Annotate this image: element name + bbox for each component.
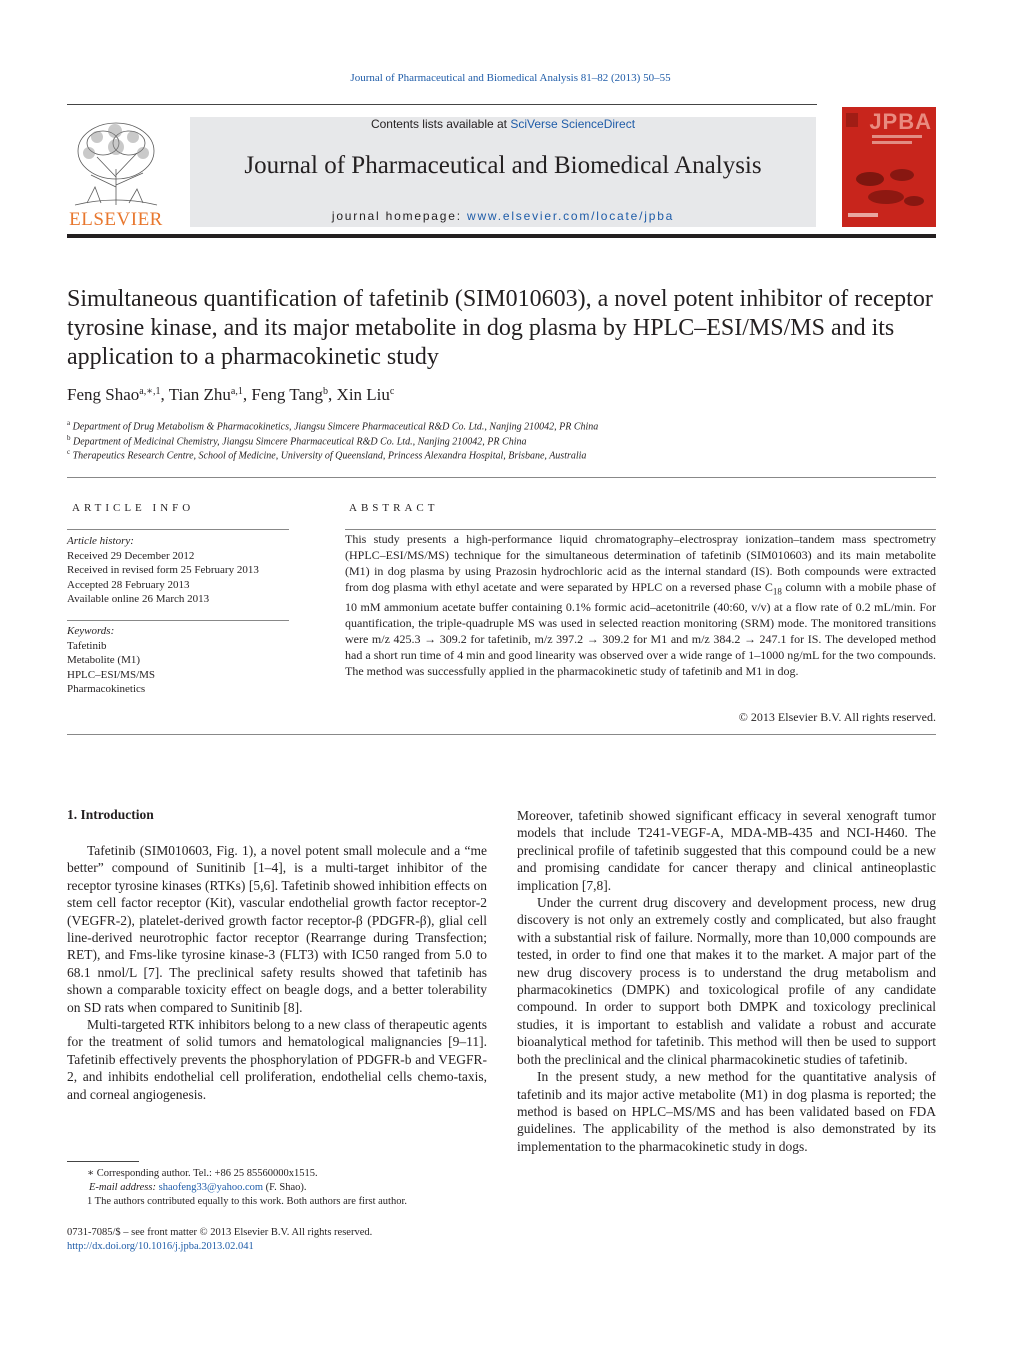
issn-line: 0731-7085/$ – see front matter © 2013 Elsevier B.V. All rights reserved.	[67, 1227, 373, 1238]
cover-title: JPBA	[869, 109, 932, 134]
author-affiliation-mark[interactable]: a,∗,1	[139, 386, 161, 397]
abstract-heading: ABSTRACT	[349, 502, 439, 514]
history-accepted: Accepted 28 February 2013	[67, 578, 190, 591]
history-revised: Received in revised form 25 February 2013	[67, 564, 259, 576]
article-title: Simultaneous quantification of tafetinib (SIM010603), a novel potent inhibitor of receptor tyrosine kinase, and its major metabolite in dog plasma by HPLC–ESI/MS/MS and its application to a pharmacokinetic study	[67, 286, 933, 370]
footnote-divider	[67, 1161, 139, 1162]
email-link[interactable]: shaofeng33@yahoo.com	[158, 1182, 264, 1193]
keyword: Tafetinib	[67, 639, 107, 652]
abstract-copyright: © 2013 Elsevier B.V. All rights reserved.	[738, 710, 936, 724]
author-affiliation-mark[interactable]: a,1	[230, 386, 243, 397]
author-name[interactable]: Feng Tang	[251, 385, 324, 404]
article-history-label: Article history:	[67, 535, 134, 547]
keywords-label: Keywords:	[67, 625, 115, 637]
intro-paragraph-3: Moreover, tafetinib showed significant efficacy in several xenograft tumor models that include T241-VEGF-A, MDA-MB-435 and NCI-H460. The preclinical profile of tafetinib suggested that this compound could be a new and promising candidate for cancer therapy and clinical antineoplastic implication [7,8].	[517, 808, 936, 893]
article-history	[67, 534, 289, 607]
footnote-corresponding: ∗ Corresponding author. Tel.: +86 25 85560000x1515.	[87, 1168, 318, 1179]
article-info-heading: ARTICLE INFO	[72, 502, 195, 514]
author-name[interactable]: Tian Zhu	[168, 385, 231, 404]
affiliation-text: Department of Drug Metabolism & Pharmacokinetics, Jiangsu Simcere Pharmaceutical R&D Co. Ltd., Nanjing 210042, PR China	[72, 421, 599, 433]
keywords-divider	[67, 620, 289, 621]
footnote-email	[67, 1181, 487, 1195]
footnotes	[67, 1167, 487, 1209]
email-suffix: (F. Shao).	[263, 1182, 307, 1193]
abstract-part: column with a mobile phase of 10 mM ammonium acetate buffer containing 0.1% formic acid–acetonitrile (40:60, v/v) at a flow rate of 0.2 mL/min. For quantification, the triple-quadruple MS was used in selected reaction monitoring (SRM) mode. The monitored transitions were m/z 425.3 → 309.2 for tafetinib, m/z 397.2 → 309.2 for M1 and m/z 384.2 → 247.1 for IS. The developed method had a short run time of 4 min and good linearity was observed over a wide range of 1–1000 ng/mL for the two compounds. The method was successfully applied in the pharmacokinetic study of tafetinib and M1 in dog.	[345, 580, 936, 679]
header-bottom-divider	[67, 234, 936, 238]
intro-paragraph-4: Under the current drug discovery and development process, new drug discovery is not only an extremely costly and complicated, but also fraught with a substantial risk of failure. Normally, more than 10,000 compounds are tested, in order to find one that makes it to the market. A major part of the new drug discovery process is to understand the drug metabolism and pharmacokinetics (DMPK) and toxicological profile of any candidate compound. In order to support both DMPK and toxicology preclinical studies, it is important to establish and validate a robust and accurate bioanalytical method for tafetinib. This method will then be used to support both the preclinical and the clinical pharmacokinetic studies of tafetinib.	[517, 895, 936, 1067]
author-name[interactable]: Xin Liu	[336, 385, 390, 404]
doi-link[interactable]: http://dx.doi.org/10.1016/j.jpba.2013.02.041	[67, 1241, 254, 1252]
author-name[interactable]: Feng Shao	[67, 385, 140, 404]
affiliation-text: Department of Medicinal Chemistry, Jiangsu Simcere Pharmaceutical R&D Co. Ltd., Nanjing 210042, PR China	[73, 436, 527, 448]
abstract-subscript: 18	[772, 586, 782, 597]
body-column-right	[517, 807, 936, 1155]
body-column-left	[67, 842, 487, 1103]
author-list: Feng Shao$^{a,∗,1}$, Tian Zhu$^{a,1}$, Feng Tang$^b$, Xin Liu$^c$	[67, 385, 395, 404]
affiliation-mark: a	[67, 419, 71, 427]
author-affiliation-mark[interactable]: c	[389, 386, 395, 397]
history-received: Received 29 December 2012	[67, 549, 195, 562]
journal-cover-image[interactable]	[842, 107, 936, 227]
contents-prefix: Contents lists available at	[370, 117, 511, 131]
homepage-link[interactable]: www.elsevier.com/locate/jpba	[467, 209, 675, 223]
keyword: Pharmacokinetics	[67, 683, 146, 695]
journal-citation[interactable]: Journal of Pharmaceutical and Biomedical Analysis 81–82 (2013) 50–55	[350, 72, 671, 84]
abstract-bottom-divider	[67, 734, 936, 735]
keyword: Metabolite (M1)	[67, 654, 141, 666]
affiliation-mark: c	[67, 448, 71, 456]
header-top-divider	[67, 104, 817, 105]
affiliation	[67, 448, 586, 461]
affiliation-mark: b	[67, 434, 71, 442]
intro-paragraph-1: Tafetinib (SIM010603, Fig. 1), a novel potent small molecule and a “me better” compound of Sunitinib [1–4], is a multi-target inhibitor of the receptor tyrosine kinases (RTKs) [5,6]. Tafetinib showed inhibition effects on stem cell factor receptor (Kit), vascular endothelial growth factor receptor-2 (VEGFR-2), platelet-derived growth factor receptor-β (PDGFR-β), glial cell line-derived neurotrophic factor receptor (Rearrange during Transfection; RET), and Fms-like tyrosine kinase-3 (FLT3) with IC50 ranged from 5.0 to 68.1 nmol/L [7]. The preclinical safety results showed that tafetinib has shown a comparable toxicity effect on beagle dogs, and a better tolerability on SD rats when compared to Sunitinib [8].	[67, 843, 487, 1015]
email-label: E-mail address:	[89, 1182, 159, 1193]
affiliation-text: Therapeutics Research Centre, School of Medicine, University of Queensland, Princess Alexandra Hospital, Brisbane, Australia	[72, 450, 587, 462]
elsevier-logo	[67, 117, 165, 229]
contents-line	[190, 117, 816, 131]
elsevier-wordmark: ELSEVIER	[69, 209, 163, 230]
section-heading-introduction: 1. Introduction	[67, 807, 154, 822]
intro-paragraph-2: Multi-targeted RTK inhibitors belong to a new class of therapeutic agents for the treatment of solid tumors and hematological malignancies [9–11]. Tafetinib effectively prevents the phosphorylation of PDGFR-b and VEGFR-2, and inhibits endothelial cell proliferation, endothelial cells chemo-taxis, and corneal angiogenesis.	[67, 1017, 487, 1102]
journal-name: Journal of Pharmaceutical and Biomedical Analysis	[244, 152, 762, 179]
abstract-part: This study presents a high-performance liquid chromatography–electrospray ionization–tandem mass spectrometry (HPLC–ESI/MS/MS) technique for the simultaneous determination of tafetinib (SIM010603) and its main metabolite (M1) in dog plasma by using Prazosin hydrochloric acid as the internal standard (IS). Both compounds were extracted from dog plasma with ethyl acetate and were separated by HPLC on a reversed phase C	[345, 532, 936, 594]
abstract-divider	[345, 529, 936, 530]
front-matter	[67, 1226, 487, 1254]
homepage-prefix: journal homepage:	[331, 209, 467, 223]
cover-artwork-icon	[842, 107, 936, 227]
keywords	[67, 624, 289, 697]
author-affiliation-mark[interactable]: b	[323, 386, 329, 397]
sciencedirect-link[interactable]: SciVerse ScienceDirect	[510, 117, 636, 131]
intro-paragraph-5: In the present study, a new method for the quantitative analysis of tafetinib and its major active metabolite (M1) in dog plasma is reported; the method is based on HPLC–MS/MS and has been validated based on FDA guidelines. The applicability of the method is also demonstrated by its implementation to the pharmacokinetic study in dogs.	[517, 1069, 936, 1154]
article-info-divider	[67, 529, 289, 530]
abstract-text	[345, 531, 936, 679]
affiliation	[67, 434, 526, 447]
title-block-divider	[67, 477, 936, 478]
journal-homepage-line	[190, 209, 816, 223]
history-online: Available online 26 March 2013	[67, 593, 210, 605]
affiliation	[67, 419, 598, 432]
footnote-equal-contribution: 1 The authors contributed equally to this work. Both authors are first author.	[87, 1196, 407, 1207]
keyword: HPLC–ESI/MS/MS	[67, 668, 156, 681]
